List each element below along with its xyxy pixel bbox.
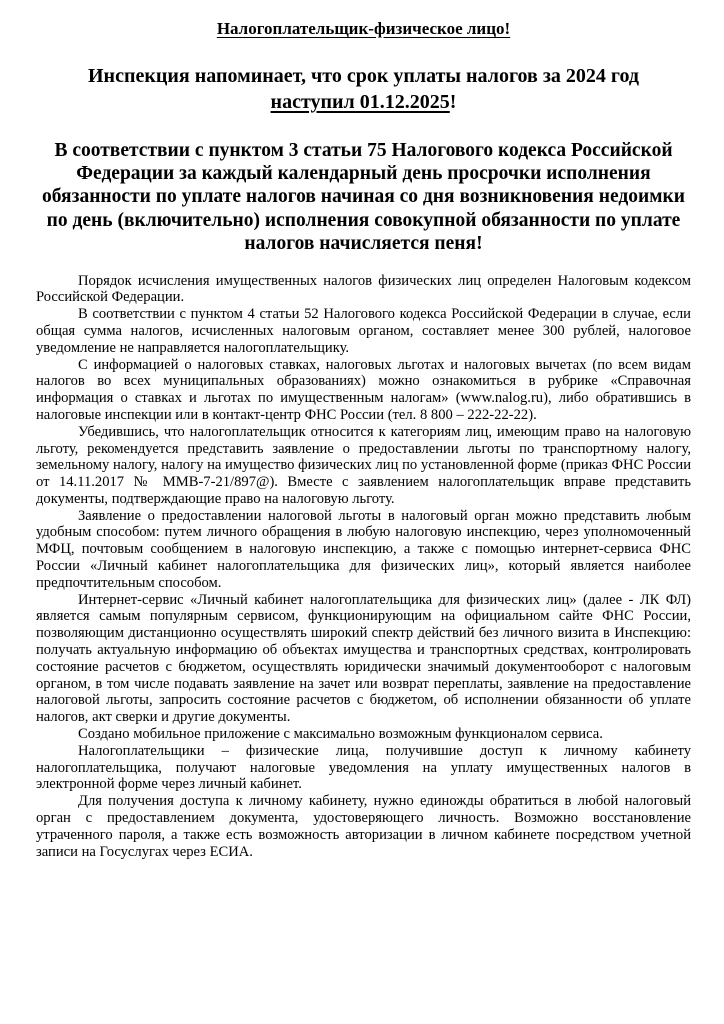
body-paragraph-4: Убедившись, что налогоплательщик относится к категориям лиц, имеющим право на налоговую льготу, рекомендуется представить заявление о предоставлении льготы по транспортному налогу, земельному налогу, налогу на имущество физических лиц по установленной форме (приказ ФНС России от 14.11.2017 № ММВ-7-21/897@). Вместе с заявлением налогоплательщик вправе представить документы, подтверждающие право на налоговую льготу.: [36, 423, 691, 507]
body-paragraph-8: Налогоплательщики – физические лица, получившие доступ к личному кабинету налогоплательщика, получают налоговые уведомления на уплату имущественных налогов в электронной форме через личный кабинет.: [36, 742, 691, 793]
body-paragraph-5: Заявление о предоставлении налоговой льготы в налоговый орган можно представить любым удобным способом: путем личного обращения в любую налоговую инспекцию, через уполномоченный МФЦ, почтовым сообщением в налоговую инспекцию, а также с помощью интернет-сервиса ФНС России «Личный кабинет налогоплательщика для физических лиц», который является наиболее предпочтительным способом.: [36, 507, 691, 591]
notice-date-underlined: наступил 01.12.2025: [270, 90, 450, 113]
body-paragraph-6: Интернет-сервис «Личный кабинет налогоплательщика для физических лиц» (далее - ЛК ФЛ) является самым популярным сервисом, функционирующим на официальном сайте ФНС России, позволяющим дистанционно осуществлять широкий спектр действий без личного визита в Инспекцию: получать актуальную информацию об объектах имущества и транспортных средствах, контролировать состояние расчетов с бюджетом, осуществлять юридически значимый документооборот с налоговым органом, в том числе подавать заявление на зачет или возврат переплаты, заявление на предоставление налоговой льготы, запросить состояние расчетов с бюджетом, об исполнении обязанности об уплате налогов, акт сверки и другие документы.: [36, 591, 691, 726]
notice-heading: [36, 64, 691, 115]
body-paragraph-7: Создано мобильное приложение с максимально возможным функционалом сервиса.: [78, 726, 603, 743]
body-paragraph-2: В соответствии с пунктом 4 статьи 52 Налогового кодекса Российской Федерации в случае, если общая сумма налогов, исчисленных налоговым органом, составляет менее 300 рублей, налоговое уведомление не направляется налогоплательщику.: [36, 306, 691, 356]
notice-line1: Инспекция напоминает, что срок уплаты налогов за 2024 год: [87, 65, 639, 88]
body-paragraph-3: С информацией о налоговых ставках, налоговых льготах и налоговых вычетах (по всем видам налогов во всех муниципальных образованиях) можно ознакомиться в рубрике «Справочная информация о ставках и льготах по имущественным налогам» (www.nalog.ru), либо обратившись в налоговые инспекции или в контакт-центр ФНС России (тел. 8 800 – 222-22-22).: [36, 356, 691, 423]
document-body: [36, 273, 691, 861]
document-title-text: Налогоплательщик-физическое лицо!: [216, 19, 511, 38]
body-paragraph-1: Порядок исчисления имущественных налогов физических лиц определен Налоговым кодексом Российской Федерации.: [36, 272, 691, 306]
document-title: [36, 19, 691, 39]
notice-suffix: !: [449, 90, 457, 113]
warning-paragraph: В соответствии с пунктом 3 статьи 75 Налогового кодекса Российской Федерации за каждый календарный день просрочки исполнения обязанности по уплате налогов начиная со дня возникновения недоимки по день (включительно) исполнения совокупной обязанности по уплате налогов начисляется пеня!: [42, 139, 685, 255]
body-paragraph-9: Для получения доступа к личному кабинету, нужно единожды обратиться в любой налоговый орган с предоставлением документа, удостоверяющего личность. Возможно восстановление утраченного пароля, а также есть возможность авторизации в личном кабинете посредством учетной записи на Госуслугах через ЕСИА.: [36, 793, 691, 860]
